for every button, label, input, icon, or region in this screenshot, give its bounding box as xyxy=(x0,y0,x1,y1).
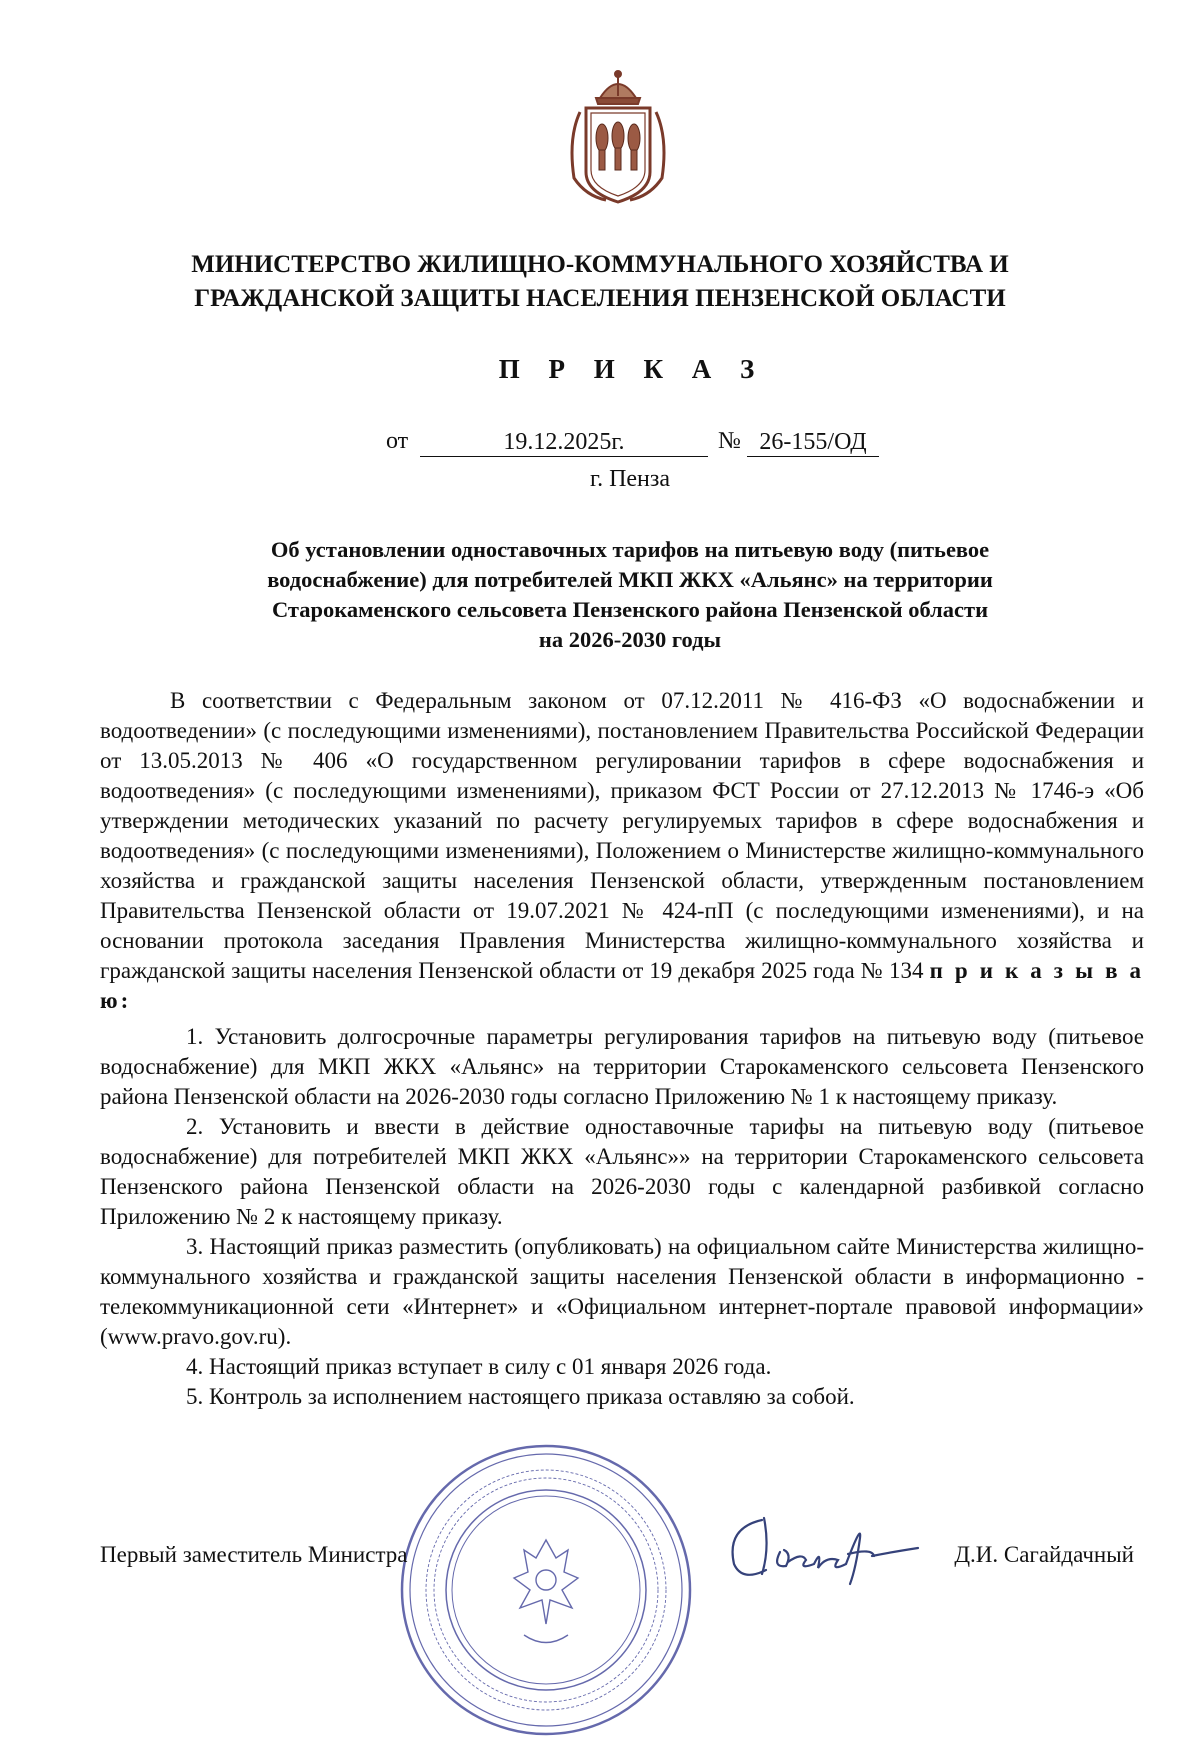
signer-position: Первый заместитель Министра xyxy=(100,1542,408,1567)
ministry-title-line-1: МИНИСТЕРСТВО ЖИЛИЩНО-КОММУНАЛЬНОГО ХОЗЯЙСТВА И xyxy=(191,251,1009,278)
ministry-title-line-2: ГРАЖДАНСКОЙ ЗАЩИТЫ НАСЕЛЕНИЯ ПЕНЗЕНСКОЙ ОБЛАСТИ xyxy=(194,285,1006,312)
from-label: от xyxy=(386,428,409,454)
preamble-text: В соответствии с Федеральным законом от 07.12.2011 № 416-ФЗ «О водоснабжении и водоотведении» (с последующими изменениями), постановлением Правительства Российской Федерации от 13.05.2013 № 406 «О государственном регулировании тарифов в сфере водоснабжения и водоотведения» (с последующими изменениями), приказом ФСТ России от 27.12.2013 № 1746-э «Об утверждении методических указаний по расчету регулируемых тарифов в сфере водоснабжения и водоотведения» (с последующими изменениями), Положением о Министерстве жилищно-коммунального хозяйства и гражданской защиты населения Пензенской области, утвержденным постановлением Правительства Пензенской области от 19.07.2021 № 424-пП (с последующими изменениями), и на основании протокола заседания Правления Министерства жилищно-коммунального хозяйства и гражданской защиты населения Пензенской области от 19 декабря 2025 года № 134 xyxy=(100,688,1144,983)
order-subject xyxy=(190,535,1070,655)
order-number: 26-155/ОД xyxy=(747,428,879,457)
preamble-paragraph xyxy=(100,686,1144,1016)
subject-line-3: Старокаменского сельсовета Пензенского района Пензенской области xyxy=(271,597,989,622)
number-label: № xyxy=(718,428,741,454)
order-item-3: 3. Настоящий приказ разместить (опубликовать) на официальном сайте Министерства жилищно-коммунального хозяйства и гражданской защиты населения Пензенской области в информационно - телекоммуникационной сети «Интернет» и «Официальном интернет-портале правовой информации» (www.pravo.gov.ru). xyxy=(100,1234,1144,1349)
ministry-title xyxy=(100,248,1100,316)
order-item-2: 2. Установить и ввести в действие одноставочные тарифы на питьевую воду (питьевое водоснабжение) для потребителей МКП ЖКХ «Альянс»» на территории Старокаменского сельсовета Пензенского района Пензенской области на 2026-2030 годы с календарной разбивкой согласно Приложению № 2 к настоящему приказу. xyxy=(100,1114,1144,1229)
penza-coat-of-arms-icon xyxy=(566,68,670,210)
subject-line-1: Об установлении одноставочных тарифов на питьевую воду (питьевое xyxy=(270,537,990,562)
order-item-5: 5. Контроль за исполнением настоящего приказа оставляю за собой. xyxy=(186,1384,855,1409)
order-date: 19.12.2025г. xyxy=(420,428,708,457)
order-verb: п р и к а з ы в а ю: xyxy=(100,958,1145,1013)
signature-block xyxy=(100,1542,1144,1574)
subject-line-2: водоснабжение) для потребителей МКП ЖКХ «Альянс» на территории xyxy=(267,567,993,592)
signer-name: Д.И. Сагайдачный xyxy=(954,1542,1134,1567)
city: г. Пенза xyxy=(589,466,671,492)
order-body xyxy=(100,686,1144,1412)
subject-line-4: на 2026-2030 годы xyxy=(538,627,722,652)
document-type-title: П Р И К А З xyxy=(498,354,766,384)
order-item-1: 1. Установить долгосрочные параметры регулирования тарифов на питьевую воду (питьевое водоснабжение) для МКП ЖКХ «Альянс» на территории Старокаменского сельсовета Пензенского района Пензенской области на 2026-2030 годы согласно Приложению № 1 к настоящему приказу. xyxy=(100,1024,1144,1109)
order-item-4: 4. Настоящий приказ вступает в силу с 01 января 2026 года. xyxy=(186,1354,772,1379)
official-seal-stamp xyxy=(396,1440,696,1740)
